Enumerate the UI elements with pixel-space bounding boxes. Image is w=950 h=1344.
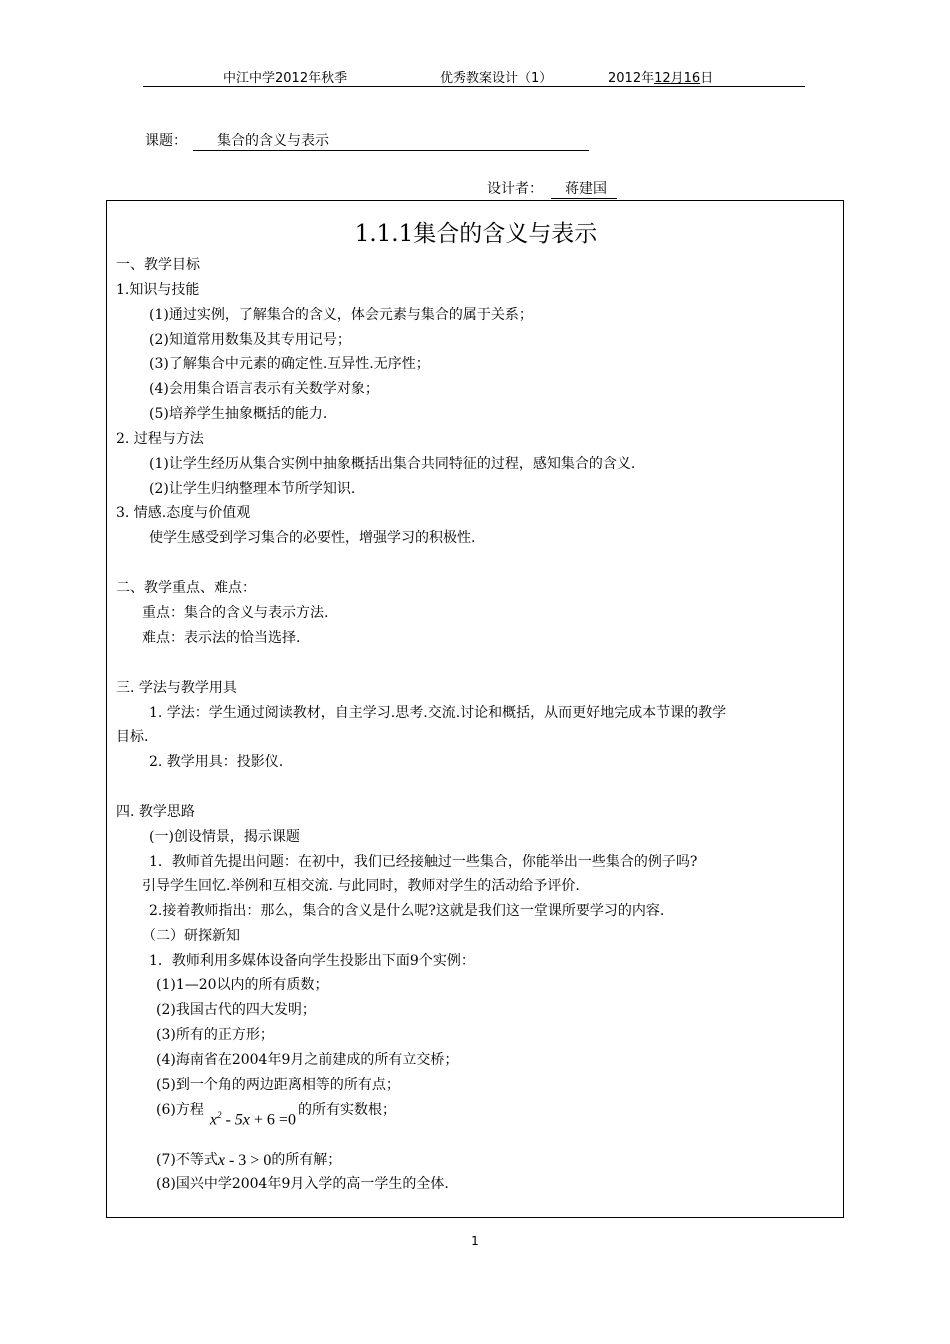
- designer-name: 蒋建国: [551, 178, 617, 199]
- paragraph: 引导学生回忆.举例和互相交流. 与此同时，教师对学生的活动给予评价.: [142, 878, 580, 894]
- list-item: (3)所有的正方形；: [156, 1027, 274, 1043]
- list-item: (3)了解集合中元素的确定性.互异性.无序性；: [149, 356, 430, 372]
- header-date-month-unit: 月: [670, 71, 684, 86]
- item6-prefix: (6)方程: [156, 1102, 204, 1118]
- list-item: (4)会用集合语言表示有关数学对象；: [149, 381, 379, 397]
- item6-suffix: 的所有实数根；: [297, 1102, 396, 1118]
- header-date-day-unit: 日: [700, 71, 714, 86]
- section-heading: 三. 学法与教学用具: [116, 680, 237, 696]
- section-heading: 四. 教学思路: [116, 804, 195, 820]
- item7-prefix: (7)不等式: [156, 1152, 218, 1168]
- paragraph: 1．教师首先提出问题：在初中，我们已经接触过一些集合，你能举出一些集合的例子吗?: [149, 854, 698, 870]
- header-date-day: 16: [683, 71, 701, 86]
- list-item: (1)通过实例，了解集合的含义，体会元素与集合的属于关系；: [149, 307, 533, 323]
- header-date-year: 2012年: [608, 71, 655, 86]
- list-item: (8)国兴中学2004年9月入学的高一学生的全体.: [156, 1176, 449, 1192]
- section-heading: 一、教学目标: [116, 257, 200, 273]
- paragraph: 1．教师利用多媒体设备向学生投影出下面9个实例：: [149, 953, 475, 969]
- list-item: (4)海南省在2004年9月之前建成的所有立交桥；: [156, 1052, 459, 1068]
- subsection-heading: (一)创设情景，揭示课题: [149, 829, 300, 845]
- list-item: [156, 1149, 341, 1169]
- list-item: (5)到一个角的两边距离相等的所有点；: [156, 1077, 400, 1093]
- paragraph: 使学生感受到学习集合的必要性，增强学习的积极性.: [149, 530, 476, 546]
- paragraph: 难点：表示法的恰当选择.: [142, 630, 301, 646]
- paragraph: 目标.: [116, 729, 149, 745]
- paragraph: 2. 教学用具：投影仪.: [149, 754, 284, 770]
- header-doc-type: 优秀教案设计（1）: [440, 71, 553, 86]
- topic-value: 集合的含义与表示: [193, 130, 589, 151]
- list-item: (2)让学生归纳整理本节所学知识.: [149, 481, 356, 497]
- list-item: (5)培养学生抽象概括的能力.: [149, 406, 328, 422]
- subsection-heading: 3. 情感.态度与价值观: [116, 505, 251, 521]
- equation-image: $x^2 - 5x + 6 =0$: [209, 1109, 296, 1128]
- list-item: (1)1—20以内的所有质数；: [156, 977, 329, 993]
- section-heading: 二、教学重点、难点：: [116, 580, 256, 596]
- list-item: (1)让学生经历从集合实例中抽象概括出集合共同特征的过程，感知集合的含义.: [149, 456, 636, 472]
- page-number: 1: [471, 1234, 479, 1248]
- list-item: [156, 1099, 396, 1128]
- header-rule: [143, 86, 805, 87]
- lesson-title: 1.1.1集合的含义与表示: [354, 221, 598, 247]
- header-school: 中江中学2012年秋季: [223, 71, 348, 86]
- paragraph: 重点：集合的含义与表示方法.: [142, 605, 329, 621]
- item7-suffix: 的所有解；: [271, 1152, 342, 1168]
- paragraph: 2.接着教师指出：那么，集合的含义是什么呢?这就是我们这一堂课所要学习的内容.: [149, 903, 665, 919]
- lesson-plan-box: [106, 200, 844, 1218]
- header-date: [608, 67, 713, 86]
- list-item: (2)我国古代的四大发明；: [156, 1002, 316, 1018]
- list-item: (2)知道常用数集及其专用记号；: [149, 332, 351, 348]
- topic-label: 课题：: [145, 133, 187, 149]
- subsection-heading: （二）研探新知: [142, 928, 240, 944]
- subsection-heading: 1.知识与技能: [116, 282, 200, 298]
- designer-label: 设计者：: [487, 181, 543, 197]
- inequality-image: x - 3 > 0: [217, 1152, 272, 1169]
- subsection-heading: 2. 过程与方法: [116, 431, 204, 447]
- paragraph: 1. 学法：学生通过阅读教材，自主学习.思考.交流.讨论和概括，从而更好地完成本节课的教学: [149, 705, 727, 721]
- header-date-month: 12: [654, 71, 671, 86]
